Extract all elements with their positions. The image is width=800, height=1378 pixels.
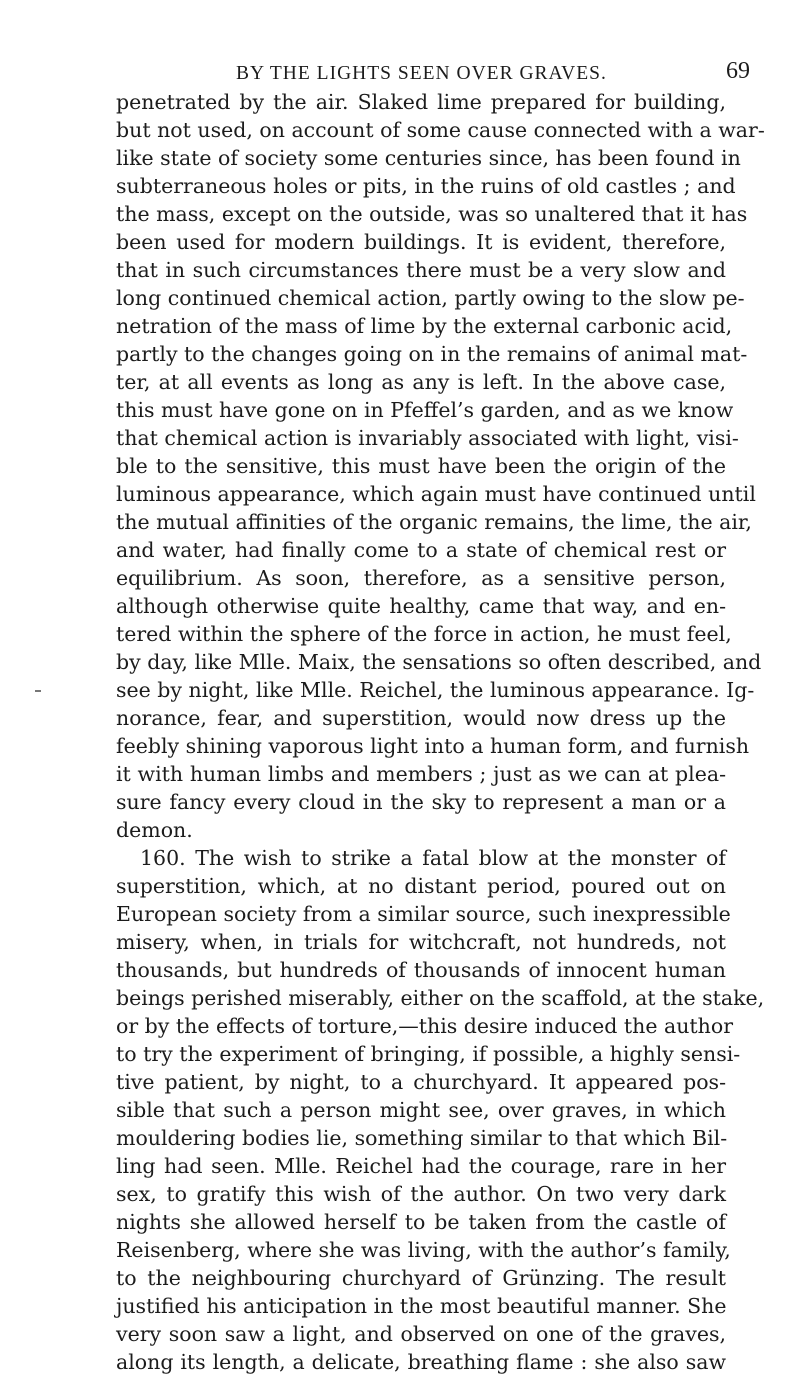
text-line: penetrated by the air. Slaked lime prepared for building,	[116, 90, 726, 114]
text-line: sible that such a person might see, over graves, in which	[116, 1098, 726, 1122]
text-line: subterraneous holes or pits, in the ruins of old castles ; and	[116, 174, 736, 198]
text-line: the mutual affinities of the organic remains, the lime, the air,	[116, 510, 752, 534]
running-head: BY THE LIGHTS SEEN OVER GRAVES.	[236, 63, 607, 84]
text-line: the mass, except on the outside, was so unaltered that it has	[116, 202, 748, 226]
text-line: or by the effects of torture,—this desire induced the author	[116, 1014, 734, 1038]
text-line: this must have gone on in Pfeffel’s garden, and as we know	[116, 398, 734, 422]
text-line: see by night, like Mlle. Reichel, the luminous appearance. Ig-	[116, 678, 755, 702]
text-line: tered within the sphere of the force in action, he must feel,	[116, 622, 732, 646]
text-line: Reisenberg, where she was living, with the author’s family,	[116, 1238, 731, 1262]
text-line: to the neighbouring churchyard of Grünzing. The result	[116, 1266, 726, 1290]
text-line: long continued chemical action, partly owing to the slow pe-	[116, 286, 745, 310]
text-line: sex, to gratify this wish of the author. On two very dark	[116, 1182, 726, 1206]
text-line: along its length, a delicate, breathing flame : she also saw	[116, 1350, 726, 1374]
text-line: by day, like Mlle. Maix, the sensations so often described, and	[116, 650, 762, 674]
text-line: 160. The wish to strike a fatal blow at the monster of	[140, 846, 726, 870]
page-number: 69	[726, 58, 750, 84]
text-line: nights she allowed herself to be taken from the castle of	[116, 1210, 726, 1234]
text-line: partly to the changes going on in the remains of animal mat-	[116, 342, 748, 366]
text-line: it with human limbs and members ; just as we can at plea-	[116, 762, 726, 786]
text-line: feebly shining vaporous light into a human form, and furnish	[116, 734, 750, 758]
text-line: superstition, which, at no distant period, poured out on	[116, 874, 726, 898]
text-line: European society from a similar source, such inexpressible	[116, 902, 731, 926]
text-line: justified his anticipation in the most beautiful manner. She	[116, 1294, 727, 1318]
text-line: to try the experiment of bringing, if possible, a highly sensi-	[116, 1042, 741, 1066]
text-line: beings perished miserably, either on the scaffold, at the stake,	[116, 986, 765, 1010]
text-line: netration of the mass of lime by the external carbonic acid,	[116, 314, 733, 338]
text-line: like state of society some centuries since, has been found in	[116, 146, 741, 170]
text-line: that chemical action is invariably associated with light, visi-	[116, 426, 739, 450]
text-line: luminous appearance, which again must have continued until	[116, 482, 756, 506]
text-line: that in such circumstances there must be a very slow and	[116, 258, 726, 282]
text-line: very soon saw a light, and observed on one of the graves,	[116, 1322, 726, 1346]
text-line: sure fancy every cloud in the sky to represent a man or a	[116, 790, 726, 814]
text-line: been used for modern buildings. It is evident, therefore,	[116, 230, 726, 254]
text-line: and water, had finally come to a state of chemical rest or	[116, 538, 726, 562]
text-line: tive patient, by night, to a churchyard. It appeared pos-	[116, 1070, 726, 1094]
text-line: demon.	[116, 818, 193, 842]
text-line: ling had seen. Mlle. Reichel had the courage, rare in her	[116, 1154, 726, 1178]
text-line: equilibrium. As soon, therefore, as a sensitive person,	[116, 566, 726, 590]
text-line: misery, when, in trials for witchcraft, not hundreds, not	[116, 930, 726, 954]
text-line: ble to the sensitive, this must have been the origin of the	[116, 454, 726, 478]
margin-mark	[35, 690, 41, 692]
text-line: ter, at all events as long as any is left. In the above case,	[116, 370, 726, 394]
text-line: mouldering bodies lie, something similar to that which Bil-	[116, 1126, 728, 1150]
text-line: but not used, on account of some cause connected with a war-	[116, 118, 765, 142]
text-line: thousands, but hundreds of thousands of innocent human	[116, 958, 726, 982]
text-line: although otherwise quite healthy, came that way, and en-	[116, 594, 726, 618]
text-line: norance, fear, and superstition, would now dress up the	[116, 706, 726, 730]
